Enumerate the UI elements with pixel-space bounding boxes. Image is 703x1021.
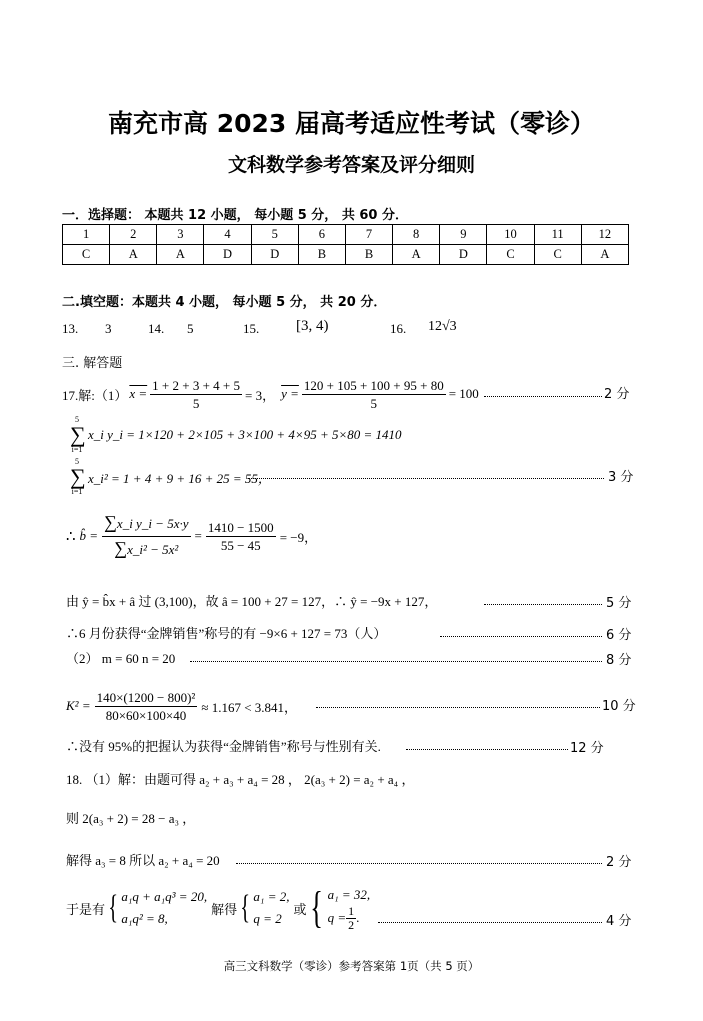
k-squared-fraction xyxy=(95,689,198,724)
sum-x2-expression: x_i² = 1 + 4 + 9 + 16 + 25 = 55， xyxy=(88,470,271,486)
system-equation-2: a₁q² = 8, xyxy=(121,911,168,926)
xbar-denominator: 5 xyxy=(192,395,200,411)
table-cell: A xyxy=(581,245,628,265)
table-cell: D xyxy=(251,245,298,265)
table-cell: 5 xyxy=(251,225,298,245)
regression-line-text: 由 ŷ = b̂x + â 过 (3,100)，故 â = 100 + 27 = 127，∴ ŷ = −9x + 127， xyxy=(66,594,438,609)
b-hat-formula-denominator: ∑x_i² − 5x² xyxy=(114,537,179,558)
score-mark: 3 分 xyxy=(608,470,634,485)
q17-prefix: 17.解:（1） xyxy=(62,387,128,403)
table-cell: 8 xyxy=(393,225,440,245)
table-cell: A xyxy=(393,245,440,265)
score-mark: 12 分 xyxy=(570,741,604,756)
score-mark: 2 分 xyxy=(604,387,630,402)
answer-table xyxy=(62,224,629,265)
k-squared-numerator: 140×(1200 − 800)² xyxy=(96,689,196,705)
table-cell: B xyxy=(345,245,392,265)
fill-blank-14-answer: 5 xyxy=(187,321,194,336)
left-brace: { xyxy=(108,889,119,926)
solution-2-q-label: q = xyxy=(327,910,347,925)
solution-2-end: . xyxy=(356,910,360,925)
table-cell: 1 xyxy=(63,225,110,245)
xbar-label: x = xyxy=(129,386,148,401)
fill-blank-16-answer: 12√3 xyxy=(428,319,457,334)
section2-heading: 二.填空题：本题共 4 小题， 每小题 5 分， 共 20 分． xyxy=(62,295,387,310)
dotted-leader xyxy=(484,604,602,605)
solution-1 xyxy=(253,886,289,930)
dotted-leader xyxy=(484,396,602,397)
score-mark: 5 分 xyxy=(606,596,632,611)
b-hat-value-denominator: 55 − 45 xyxy=(220,537,261,553)
solution-2-denominator: 2 xyxy=(348,917,355,932)
table-cell: 7 xyxy=(345,225,392,245)
answer-table-answers-row xyxy=(63,245,629,265)
b-hat-formula-fraction xyxy=(102,511,190,562)
dotted-leader xyxy=(406,749,568,750)
score-mark: 8 分 xyxy=(606,653,632,668)
solution-2-a: a₁ = 32, xyxy=(327,886,371,902)
table-cell: 11 xyxy=(534,225,581,245)
or-text: 或 xyxy=(293,901,307,917)
sigma-symbol: 5 ∑ i=1 xyxy=(70,457,86,496)
conclusion-text: ∴没有 95%的把握认为获得“金牌销售”称号与性别有关. xyxy=(66,739,381,754)
k-squared-line xyxy=(66,686,297,726)
xbar-fraction xyxy=(150,377,242,412)
xbar-numerator: 1 + 2 + 3 + 4 + 5 xyxy=(152,377,240,393)
system-prefix: 于是有 xyxy=(66,901,106,917)
therefore-symbol: ∴ xyxy=(66,528,76,545)
table-cell: A xyxy=(157,245,204,265)
table-cell: 6 xyxy=(298,225,345,245)
table-cell: C xyxy=(63,245,110,265)
sum-xy-expression: x_i y_i = 1×120 + 2×105 + 3×100 + 4×95 + 5×80 = 1410 xyxy=(88,427,402,442)
ybar-result: = 100 xyxy=(448,386,479,401)
score-mark: 2 分 xyxy=(606,855,632,870)
solution-1-a: a₁ = 2, xyxy=(253,889,290,904)
page-footer: 高三文科数学（零诊）参考答案第 1页（共 5 页） xyxy=(223,959,480,973)
june-count-text: ∴6 月份获得“金牌销售”称号的有 −9×6 + 127 = 73（人） xyxy=(66,626,387,641)
b-formula-num-text: x_i y_i − 5x·y xyxy=(116,515,189,531)
b-formula-den-text: x_i² − 5x² xyxy=(127,541,179,557)
ybar-fraction xyxy=(302,377,446,412)
sigma-symbol: 5 ∑ i=1 xyxy=(70,415,86,454)
dotted-leader xyxy=(440,636,602,637)
table-cell: 4 xyxy=(204,225,251,245)
b-hat-value-fraction xyxy=(206,519,276,554)
fill-blank-13-answer: 3 xyxy=(105,321,112,336)
ybar-numerator: 120 + 105 + 100 + 95 + 80 xyxy=(303,377,444,393)
section1-heading: 一．选择题： 本题共 12 小题， 每小题 5 分， 共 60 分． xyxy=(62,208,408,223)
page-title: 南充市高 2023 届高考适应性考试（零诊） xyxy=(108,109,595,138)
table-cell: 12 xyxy=(581,225,628,245)
k-squared-result: ≈ 1.167 < 3.841， xyxy=(201,699,298,715)
q18-line2: 则 2(a₃ + 2) = 28 − a₃ ， xyxy=(66,811,196,826)
dotted-leader xyxy=(316,707,600,708)
score-mark: 4 分 xyxy=(606,914,632,929)
b-hat-result: = −9， xyxy=(279,529,318,545)
ybar-denominator: 5 xyxy=(370,395,378,411)
b-hat-line: ∴ b̂ = $\frac{\text{∑x\_i y\_i − 5x·y}}{\text{∑x\_i² − 5x²}}$ = $\frac{1410 - 1500}{55 - 45}$ = −9， xyxy=(66,500,317,572)
ybar-label: y = xyxy=(281,386,299,401)
sum-x2-line xyxy=(70,458,271,496)
b-hat-formula-numerator: ∑x_i y_i − 5x·y xyxy=(102,511,190,537)
b-hat-value-numerator: 1410 − 1500 xyxy=(207,519,274,535)
page-subtitle: 文科数学参考答案及评分细则 xyxy=(227,154,475,176)
sum-xy-line xyxy=(70,416,402,454)
solve-text: 解得 xyxy=(211,901,238,917)
fill-blank-15-number: 15. xyxy=(243,321,260,336)
score-mark: 10 分 xyxy=(602,699,636,714)
table-cell: C xyxy=(487,245,534,265)
left-brace: { xyxy=(240,889,251,926)
table-cell: A xyxy=(110,245,157,265)
q18-line1: 18. （1）解：由题可得 a₂ + a₃ + a₄ = 28 ， 2(a₃ + 2) = a₂ + a₄ ， xyxy=(66,772,415,787)
dotted-leader xyxy=(190,661,602,662)
section3-heading: 三. 解答题 xyxy=(62,356,123,371)
table-cell: D xyxy=(440,245,487,265)
fill-blank-15-answer: [3, 4) xyxy=(296,318,329,334)
dotted-leader xyxy=(378,922,602,923)
k-squared-label: K² = xyxy=(66,698,91,713)
equation-system xyxy=(121,886,207,930)
solution-2 xyxy=(328,885,371,932)
table-cell: 3 xyxy=(157,225,204,245)
system-equation-1: a₁q + a₁q³ = 20, xyxy=(121,889,208,904)
left-brace: { xyxy=(310,883,324,932)
solution-1-b: q = 2 xyxy=(253,911,282,926)
table-cell: 2 xyxy=(110,225,157,245)
fill-blank-13-number: 13. xyxy=(62,321,79,336)
dotted-leader xyxy=(248,478,604,479)
xbar-result: = 3， xyxy=(245,387,276,403)
table-cell: 9 xyxy=(440,225,487,245)
solution-2-numerator: 1 xyxy=(348,903,355,918)
q17-mean-line xyxy=(62,376,479,412)
table-cell: D xyxy=(204,245,251,265)
solution-2-b xyxy=(328,905,371,932)
mn-values-text: （2） m = 60 n = 20 xyxy=(66,651,176,666)
dotted-leader xyxy=(236,863,602,864)
k-squared-denominator: 80×60×100×40 xyxy=(105,707,187,723)
solution-2-fraction xyxy=(346,905,356,932)
fill-blank-14-number: 14. xyxy=(148,321,165,336)
b-hat-symbol: b̂ = xyxy=(79,528,99,543)
score-mark: 6 分 xyxy=(606,628,632,643)
table-cell: B xyxy=(298,245,345,265)
table-cell: C xyxy=(534,245,581,265)
fill-blank-16-number: 16. xyxy=(390,321,407,336)
q18-line3: 解得 a₃ = 8 所以 a₂ + a₄ = 20 xyxy=(66,853,220,868)
table-cell: 10 xyxy=(487,225,534,245)
answer-table-numbers-row xyxy=(63,225,629,245)
q18-system-line xyxy=(66,882,370,934)
